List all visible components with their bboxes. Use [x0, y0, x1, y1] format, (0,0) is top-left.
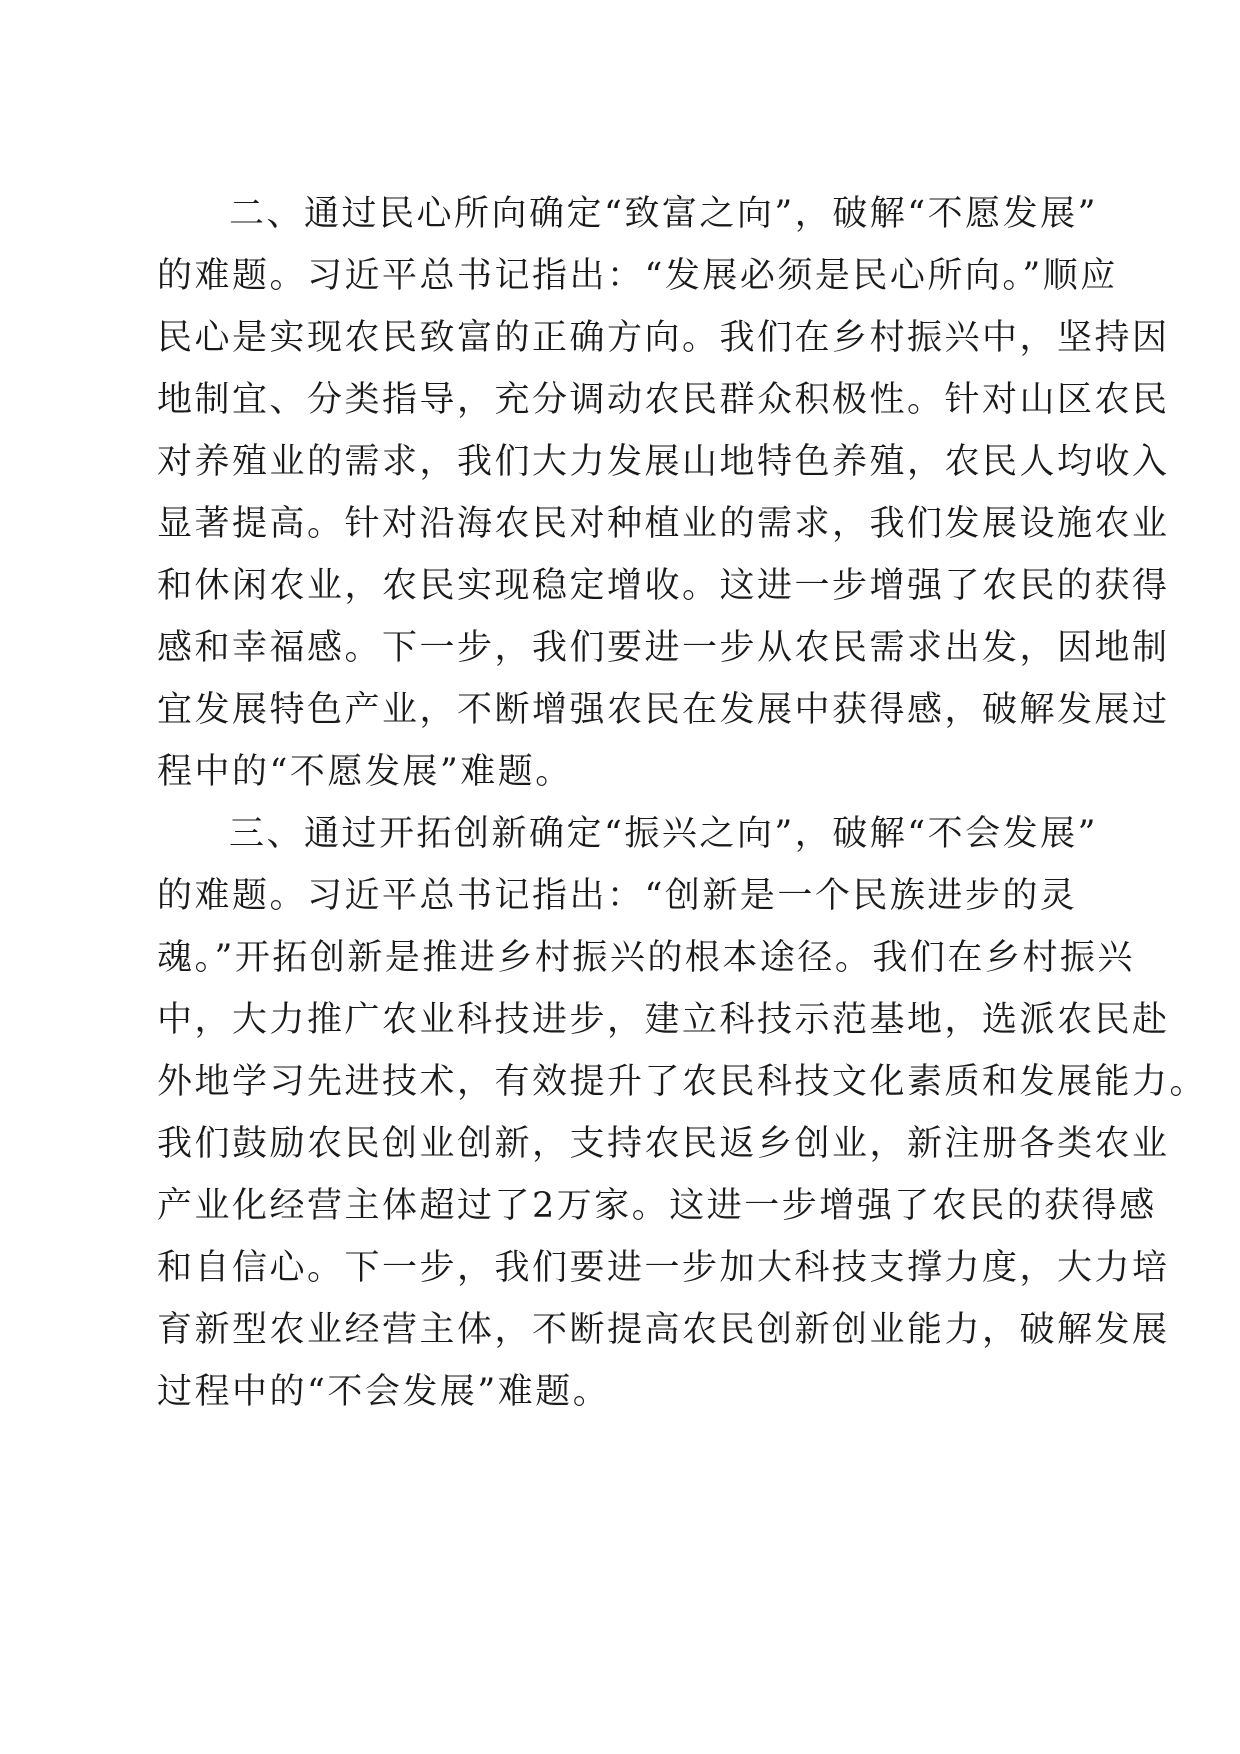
paragraph-line: 感和幸福感。下一步，我们要进一步从农民需求出发，因地制 — [157, 628, 1170, 668]
paragraph-line: 对养殖业的需求，我们大力发展山地特色养殖，农民人均收入 — [157, 442, 1170, 482]
paragraph-line: 显著提高。针对沿海农民对种植业的需求，我们发展设施农业 — [157, 504, 1170, 544]
paragraph-line: 产业化经营主体超过了2万家。这进一步增强了农民的获得感 — [157, 1186, 1157, 1226]
paragraph-2 — [157, 183, 1170, 803]
paragraph-line: 魂。”开拓创新是推进乡村振兴的根本途径。我们在乡村振兴 — [157, 938, 1135, 978]
paragraph-line: 宜发展特色产业，不断增强农民在发展中获得感，破解发展过 — [157, 690, 1170, 730]
paragraph-line: 民心是实现农民致富的正确方向。我们在乡村振兴中，坚持因 — [157, 318, 1170, 358]
paragraph-3 — [157, 803, 1208, 1423]
paragraph-line: 程中的“不愿发展”难题。 — [157, 752, 573, 792]
paragraph-line: 三、通过开拓创新确定“振兴之向”，破解“不会发展” — [229, 814, 1099, 854]
paragraph-line: 的难题。习近平总书记指出：“创新是一个民族进步的灵 — [157, 876, 1078, 916]
paragraph-line: 我们鼓励农民创业创新，支持农民返乡创业，新注册各类农业 — [157, 1124, 1170, 1164]
paragraph-line: 地制宜、分类指导，充分调动农民群众积极性。针对山区农民 — [157, 380, 1170, 420]
document-body — [157, 183, 1208, 1423]
paragraph-line: 过程中的“不会发展”难题。 — [157, 1372, 611, 1412]
paragraph-line: 和自信心。下一步，我们要进一步加大科技支撑力度，大力培 — [157, 1248, 1170, 1288]
paragraph-line: 的难题。习近平总书记指出：“发展必须是民心所向。”顺应 — [157, 256, 1118, 296]
paragraph-line: 和休闲农业，农民实现稳定增收。这进一步增强了农民的获得 — [157, 566, 1170, 606]
paragraph-line: 育新型农业经营主体，不断提高农民创新创业能力，破解发展 — [157, 1310, 1170, 1350]
paragraph-line: 二、通过民心所向确定“致富之向”，破解“不愿发展” — [229, 194, 1099, 234]
paragraph-line: 中，大力推广农业科技进步，建立科技示范基地，选派农民赴 — [157, 1000, 1170, 1040]
paragraph-line: 外地学习先进技术，有效提升了农民科技文化素质和发展能力。 — [157, 1062, 1208, 1102]
